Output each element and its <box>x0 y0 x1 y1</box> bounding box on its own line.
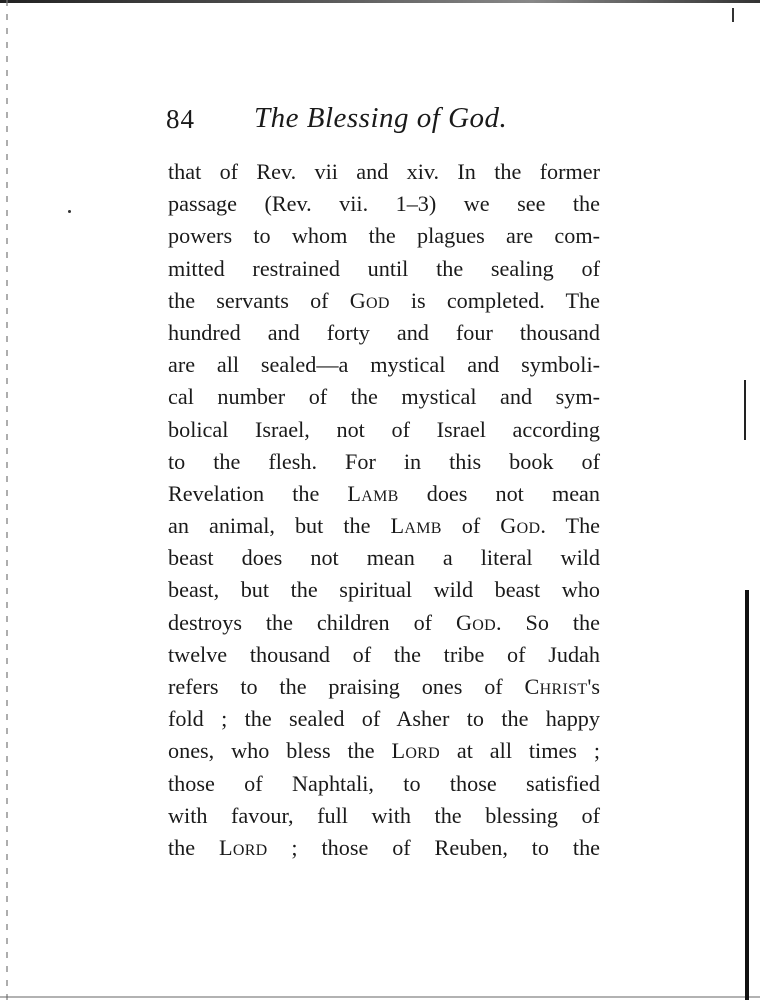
scan-edge-left <box>6 0 8 1000</box>
small-caps-word: Lord <box>219 834 268 860</box>
scan-mark-right-upper <box>744 380 746 440</box>
text-line: cal number of the mystical and sym- <box>168 384 600 410</box>
small-caps-word: Lamb <box>390 513 442 539</box>
scan-mark-corner <box>732 8 734 22</box>
scan-mark-right-lower <box>745 590 749 1000</box>
text-line: twelve thousand of the tribe of Judah <box>168 641 600 667</box>
text-line: those of Naphtali, to those satisfied <box>168 770 600 796</box>
text-line: mitted restrained until the sealing of <box>168 255 600 281</box>
small-caps-word: Christ <box>524 674 588 699</box>
scan-edge-top <box>0 0 760 3</box>
text-line: hundred and forty and four thousand <box>168 319 600 345</box>
small-caps-word: God <box>500 513 541 539</box>
text-line: powers to whom the plagues are com- <box>168 223 600 249</box>
text-line: bolical Israel, not of Israel according <box>168 416 600 442</box>
text-line: ones, who bless the Lord at all times ; <box>168 738 600 764</box>
text-line: to the flesh. For in this book of <box>168 448 600 474</box>
text-line: refers to the praising ones of Christ's <box>168 674 600 699</box>
page-header <box>166 100 606 140</box>
text-line: with favour, full with the blessing of <box>168 802 600 828</box>
running-title: The Blessing of God. <box>254 102 508 134</box>
text-line: destroys the children of God. So the <box>168 609 600 635</box>
text-line: beast does not mean a literal wild <box>168 545 600 571</box>
text-line: the servants of God is completed. The <box>168 287 600 313</box>
text-line: that of Rev. vii and xiv. In the former <box>168 159 600 184</box>
small-caps-word: Lord <box>391 738 441 764</box>
small-caps-word: God <box>349 287 390 313</box>
text-line: beast, but the spiritual wild beast who <box>168 577 600 603</box>
scan-speck <box>68 210 71 213</box>
small-caps-word: God <box>455 609 497 635</box>
small-caps-word: Lamb <box>347 480 399 506</box>
text-line: fold ; the sealed of Asher to the happy <box>168 706 600 732</box>
text-line: passage (Rev. vii. 1–3) we see the <box>168 191 600 217</box>
text-line: the Lord ; those of Reuben, to the <box>168 834 601 860</box>
text-line: are all sealed—a mystical and symboli- <box>168 352 600 378</box>
page-number: 84 <box>166 104 195 134</box>
body-text <box>168 156 600 864</box>
text-line: an animal, but the Lamb of God. The <box>168 513 601 539</box>
text-line: Revelation the Lamb does not mean <box>168 480 600 506</box>
scan-edge-bottom <box>0 996 760 998</box>
